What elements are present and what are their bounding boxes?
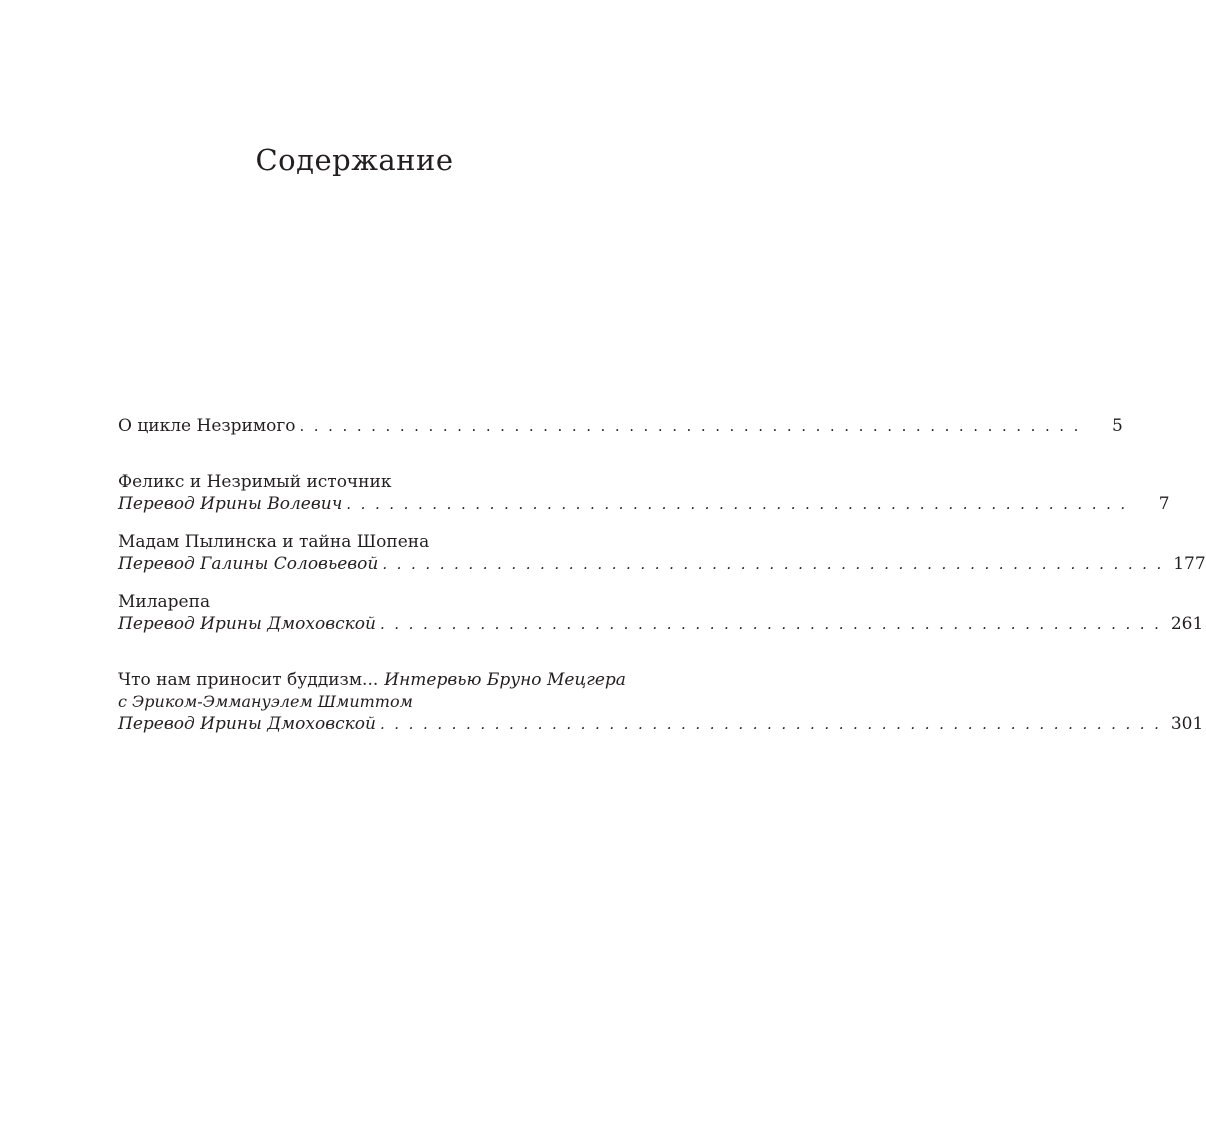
toc-entry-translator: Перевод Ирины Дмоховской [118, 614, 376, 634]
toc-line [118, 493, 1170, 515]
dot-leader: . . . . . . . . . . . . . . . . . . . . . . . . . . . . . . . . . . . . . . . . . . . . . . . . . . . . . . . [379, 715, 1162, 733]
toc-entry-subtitle: Интервью Бруно Мецгера [384, 670, 626, 690]
toc-entry-title: Мадам Пылинска и тайна Шопена [118, 532, 430, 552]
toc-entry-buddhism-interview [118, 669, 1204, 735]
toc-entry-translator: Перевод Ирины Дмоховской [118, 714, 376, 734]
toc-entry-title: Феликс и Незримый источник [118, 472, 392, 492]
toc-page-number: 7 [1158, 494, 1170, 514]
toc-entry-title: О цикле Незримого [118, 416, 296, 436]
toc-entry-translator: Перевод Галины Соловьевой [118, 554, 379, 574]
toc-entry-milarepa [118, 591, 1204, 635]
toc-line [118, 415, 1123, 437]
toc-line [118, 691, 627, 713]
toc-entry-felix [118, 471, 1170, 515]
toc-entry-about-cycle [118, 415, 1123, 437]
toc-line [118, 591, 627, 613]
toc-page-number: 177 [1173, 554, 1206, 574]
toc-line [118, 613, 1204, 635]
toc-page-number: 5 [1111, 416, 1123, 436]
dot-leader: . . . . . . . . . . . . . . . . . . . . . . . . . . . . . . . . . . . . . . . . . . . . . . . . . . . . . . . [346, 495, 1128, 513]
toc-entry-madame-pylinska [118, 531, 1206, 575]
toc-page-number: 261 [1170, 614, 1204, 634]
toc-line [118, 713, 1204, 735]
toc-line [118, 471, 627, 493]
dot-leader: . . . . . . . . . . . . . . . . . . . . . . . . . . . . . . . . . . . . . . . . . . . . . . . . . . . . . . . [379, 615, 1162, 633]
toc-line [118, 553, 1206, 575]
dot-leader: . . . . . . . . . . . . . . . . . . . . . . . . . . . . . . . . . . . . . . . . . . . . . . . . . . . . . . . [382, 555, 1164, 573]
toc-line [118, 669, 627, 691]
dot-leader: . . . . . . . . . . . . . . . . . . . . . . . . . . . . . . . . . . . . . . . . . . . . . . . . . . . . . . . [299, 417, 1081, 435]
toc-entry-subtitle: с Эриком-Эммануэлем Шмиттом [118, 692, 413, 711]
toc-page-number: 301 [1170, 714, 1204, 734]
toc-entry-translator: Перевод Ирины Волевич [118, 494, 343, 514]
toc-entry-title: Миларепа [118, 592, 211, 612]
toc-entry-title: Что нам приносит буддизм... [118, 670, 379, 690]
toc-line [118, 531, 627, 553]
page-title: Содержание [255, 143, 454, 177]
